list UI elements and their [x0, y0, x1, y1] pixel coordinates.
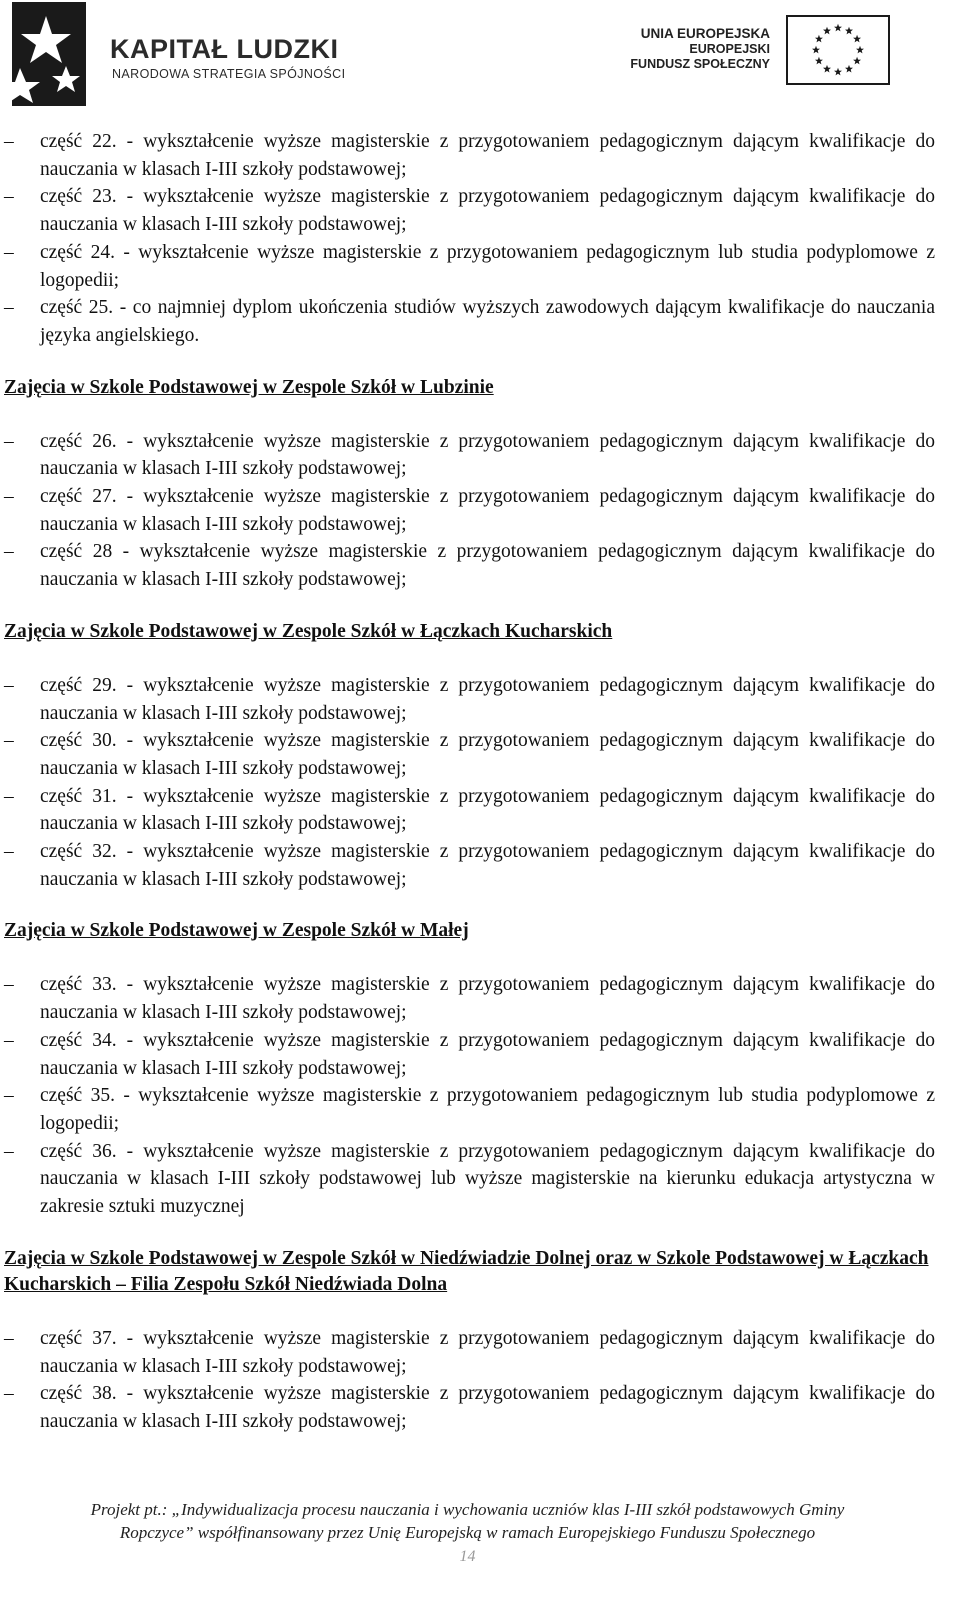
page-footer [0, 1498, 935, 1544]
section-list [0, 672, 935, 894]
list-item [0, 128, 935, 183]
intro-list [0, 128, 935, 350]
item-text: część 32. - wykształcenie wyższe magisterskie z przygotowaniem pedagogicznym dającym kwalifikacje do nauczania w klasach I-III szkoły podstawowej; [40, 841, 935, 890]
item-text: część 28 - wykształcenie wyższe magisterskie z przygotowaniem pedagogicznym dającym kwalifikacje do nauczania w klasach I-III szkoły podstawowej; [40, 541, 935, 591]
item-text: część 34. - wykształcenie wyższe magisterskie z przygotowaniem pedagogicznym dającym kwalifikacje do nauczania w klasach I-III szkoły podstawowej; [40, 1029, 935, 1079]
item-text: część 22. - wykształcenie wyższe magisterskie z przygotowaniem pedagogicznym dającym kwalifikacje do nauczania w klasach I-III szkoły podstawowej; [40, 131, 935, 180]
item-text: część 31. - wykształcenie wyższe magisterskie z przygotowaniem pedagogicznym dającym kwalifikacje do nauczania w klasach I-III szkoły podstawowej; [40, 785, 935, 835]
bullet-dash: – [4, 785, 14, 807]
bullet-dash: – [4, 730, 14, 752]
list-item [0, 538, 935, 593]
item-text: część 27. - wykształcenie wyższe magisterskie z przygotowaniem pedagogicznym dającym kwalifikacje do nauczania w klasach I-III szkoły podstawowej; [40, 486, 935, 535]
list-item [0, 1082, 935, 1137]
list-item [0, 483, 935, 538]
bullet-dash: – [4, 1085, 14, 1107]
bullet-dash: – [4, 131, 14, 152]
section-heading: Zajęcia w Szkole Podstawowej w Zespole Szkół w Łączkach Kucharskich [4, 620, 613, 642]
footer-line-2: Ropczyce” współfinansowany przez Unię Europejską w ramach Europejskiego Funduszu Społecznego [119, 1523, 816, 1542]
bullet-dash: – [4, 1029, 14, 1051]
list-item [0, 183, 935, 238]
list-item [0, 727, 935, 782]
list-item [0, 1325, 935, 1380]
item-text: część 25. - co najmniej dyplom ukończenia studiów wyższych zawodowych dającym kwalifikacje do nauczania języka angielskiego. [40, 297, 935, 346]
page-number: 14 [459, 1548, 476, 1565]
bullet-dash: – [4, 541, 14, 563]
section-list [0, 428, 935, 594]
list-item [0, 971, 935, 1026]
logo-title: KAPITAŁ LUDZKI [110, 34, 339, 64]
bullet-dash: – [4, 241, 14, 263]
item-text: część 37. - wykształcenie wyższe magisterskie z przygotowaniem pedagogicznym dającym kwalifikacje do nauczania w klasach I-III szkoły podstawowej; [40, 1327, 935, 1377]
section-list [0, 971, 935, 1220]
logo-subtitle: NARODOWA STRATEGIA SPÓJNOŚCI [112, 67, 346, 81]
list-item [0, 838, 935, 893]
section-list [0, 1325, 935, 1436]
item-text: część 36. - wykształcenie wyższe magisterskie z przygotowaniem pedagogicznym dającym kwalifikacje do nauczania w klasach I-III szkoły podstawowej lub wyższe magisterskie na kierunku edukacja artystyczna w zakresie sztuki muzycznej [40, 1140, 935, 1218]
bullet-dash: – [4, 186, 14, 208]
kapital-ludzki-logo-icon [6, 2, 86, 106]
eu-line-1: UNIA EUROPEJSKA [640, 26, 770, 41]
list-item [0, 428, 935, 483]
item-text: część 29. - wykształcenie wyższe magisterskie z przygotowaniem pedagogicznym dającym kwalifikacje do nauczania w klasach I-III szkoły podstawowej; [40, 674, 935, 724]
bullet-dash: – [4, 674, 14, 696]
document-body [0, 128, 935, 1436]
list-item [0, 294, 935, 349]
item-text: część 38. - wykształcenie wyższe magisterskie z przygotowaniem pedagogicznym dającym kwalifikacje do nauczania w klasach I-III szkoły podstawowej; [40, 1383, 935, 1432]
list-item [0, 1380, 935, 1435]
list-item [0, 239, 935, 294]
item-text: część 30. - wykształcenie wyższe magisterskie z przygotowaniem pedagogicznym dającym kwalifikacje do nauczania w klasach I-III szkoły podstawowej; [40, 730, 935, 779]
item-text: część 26. - wykształcenie wyższe magisterskie z przygotowaniem pedagogicznym dającym kwalifikacje do nauczania w klasach I-III szkoły podstawowej; [40, 430, 935, 480]
bullet-dash: – [4, 1327, 14, 1349]
item-text: część 24. - wykształcenie wyższe magisterskie z przygotowaniem pedagogicznym lub studia podyplomowe z logopedii; [40, 241, 935, 291]
eu-line-2: EUROPEJSKI [689, 42, 770, 56]
page-header [0, 0, 960, 115]
bullet-dash: – [4, 297, 14, 319]
eu-flag-icon [786, 15, 890, 85]
section-heading: Zajęcia w Szkole Podstawowej w Zespole Szkół w Niedźwiadzie Dolnej oraz w Szkole Podstawowej w Łączkach Kucharskich – Filia Zespołu Szkół Niedźwiada Dolna [4, 1247, 929, 1295]
bullet-dash: – [4, 974, 14, 996]
footer-line-1: Projekt pt.: „Indywidualizacja procesu nauczania i wychowania uczniów klas I-III szkół podstawowych Gminy [90, 1500, 845, 1519]
bullet-dash: – [4, 486, 14, 508]
bullet-dash: – [4, 841, 14, 863]
eu-label [630, 26, 770, 72]
section-heading: Zajęcia w Szkole Podstawowej w Zespole Szkół w Małej [4, 920, 469, 942]
list-item [0, 783, 935, 838]
bullet-dash: – [4, 1383, 14, 1405]
item-text: część 23. - wykształcenie wyższe magisterskie z przygotowaniem pedagogicznym dającym kwalifikacje do nauczania w klasach I-III szkoły podstawowej; [40, 186, 935, 236]
list-item [0, 1027, 935, 1082]
section-heading: Zajęcia w Szkole Podstawowej w Zespole Szkół w Lubzinie [4, 376, 494, 398]
item-text: część 33. - wykształcenie wyższe magisterskie z przygotowaniem pedagogicznym dającym kwalifikacje do nauczania w klasach I-III szkoły podstawowej; [40, 974, 935, 1024]
item-text: część 35. - wykształcenie wyższe magisterskie z przygotowaniem pedagogicznym lub studia podyplomowe z logopedii; [40, 1085, 935, 1134]
bullet-dash: – [4, 1140, 14, 1162]
bullet-dash: – [4, 430, 14, 452]
list-item [0, 1138, 935, 1221]
list-item [0, 672, 935, 727]
eu-line-3: FUNDUSZ SPOŁECZNY [630, 57, 770, 71]
